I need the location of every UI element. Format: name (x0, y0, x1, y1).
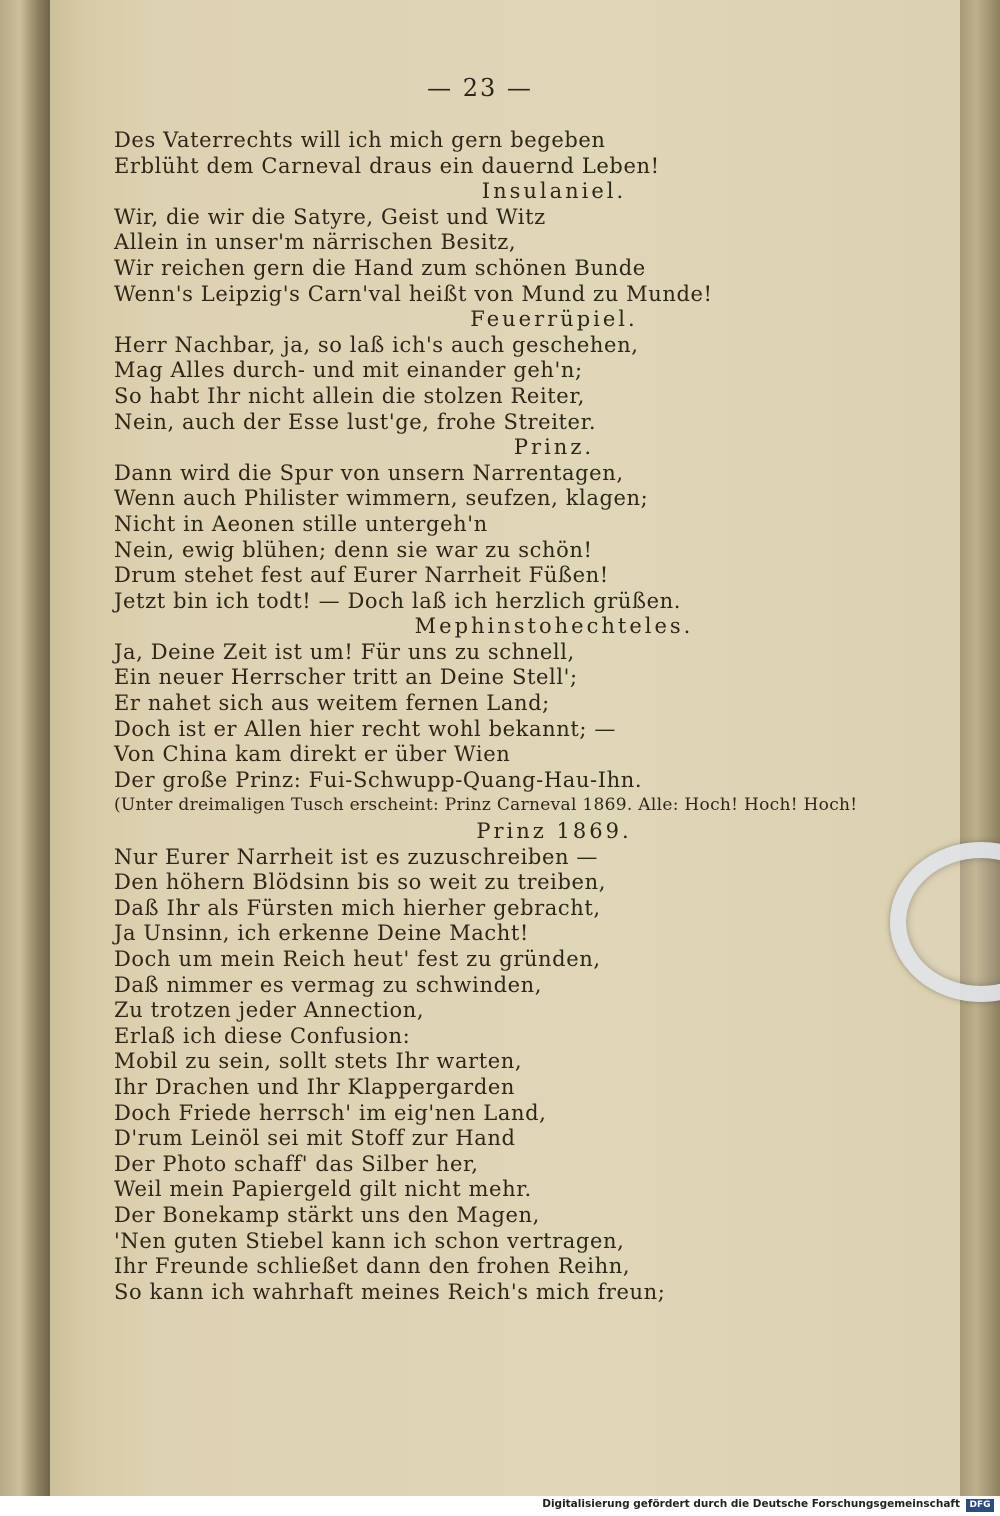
verse-line: Ja Unsinn, ich erkenne Deine Macht! (114, 921, 529, 946)
verse-line: Erlaß ich diese Confusion: (114, 1023, 411, 1048)
dfg-logo: DFG (966, 1499, 994, 1512)
verse-line: 'Nen guten Stiebel kann ich schon vertragen, (114, 1228, 625, 1253)
verse-line: Nein, ewig blühen; denn sie war zu schön! (114, 537, 593, 562)
verse-line: D'rum Leinöl sei mit Stoff zur Hand (114, 1126, 516, 1151)
speaker-heading: Mephinstohechteles. (414, 614, 694, 639)
verse-line: Ein neuer Herrscher tritt an Deine Stell'; (114, 665, 578, 690)
verse-line: Herr Nachbar, ja, so laß ich's auch geschehen, (114, 332, 639, 357)
right-page-edge (960, 0, 1000, 1496)
verse-line: Daß nimmer es vermag zu schwinden, (114, 972, 543, 997)
left-page-edge (0, 0, 50, 1496)
verse-line: Er nahet sich aus weitem fernen Land; (114, 691, 550, 716)
verse-line: So habt Ihr nicht allein die stolzen Reiter, (114, 383, 585, 408)
verse-line: Wenn auch Philister wimmern, seufzen, klagen; (114, 486, 649, 511)
verse-line: Allein in unser'm närrischen Besitz, (114, 230, 517, 255)
verse-line: Wir reichen gern die Hand zum schönen Bunde (114, 255, 646, 280)
verse-line: Nur Eurer Narrheit ist es zuzuschreiben — (114, 844, 598, 869)
verse-line: Wir, die wir die Satyre, Geist und Witz (114, 204, 546, 229)
verse-line: Jetzt bin ich todt! — Doch laß ich herzlich grüßen. (114, 588, 682, 613)
verse-line: Ihr Freunde schließet dann den frohen Reihn, (114, 1254, 631, 1279)
verse-line: Drum stehet fest auf Eurer Narrheit Füßen! (114, 563, 609, 588)
footer-bar (0, 1496, 1000, 1516)
page-number: — 23 — (427, 74, 533, 102)
verse-line: Daß Ihr als Fürsten mich hierher gebracht, (114, 895, 601, 920)
speaker-heading: Feuerrüpiel. (470, 307, 638, 332)
page-text (114, 128, 874, 1305)
verse-line: Doch ist er Allen hier recht wohl bekannt; — (114, 716, 616, 741)
verse-line: So kann ich wahrhaft meines Reich's mich freun; (114, 1279, 666, 1304)
speaker-heading: Prinz. (513, 435, 595, 460)
verse-line: Der Bonekamp stärkt uns den Magen, (114, 1202, 540, 1227)
speaker-heading: Insulaniel. (481, 179, 627, 204)
verse-line: Dann wird die Spur von unsern Narrentagen, (114, 460, 624, 485)
stage-direction: (Unter dreimaligen Tusch erscheint: Prinz Carneval 1869. Alle: Hoch! Hoch! Hoch! (114, 795, 858, 816)
verse-line: Mobil zu sein, sollt stets Ihr warten, (114, 1049, 523, 1074)
verse-line: Der große Prinz: Fui-Schwupp-Quang-Hau-Ihn. (114, 767, 643, 792)
verse-line: Des Vaterrechts will ich mich gern begeben (114, 128, 606, 152)
verse-line: Ihr Drachen und Ihr Klappergarden (114, 1074, 516, 1099)
verse-line: Von China kam direkt er über Wien (114, 742, 511, 767)
verse-line: Weil mein Papiergeld gilt nicht mehr. (114, 1177, 532, 1202)
speaker-heading: Prinz 1869. (476, 819, 632, 844)
verse-line: Mag Alles durch- und mit einander geh'n; (114, 358, 583, 383)
verse-line: Nicht in Aeonen stille untergeh'n (114, 511, 488, 536)
verse-line: Doch um mein Reich heut' fest zu gründen, (114, 947, 601, 971)
verse-line: Doch Friede herrsch' im eig'nen Land, (114, 1100, 547, 1125)
funding-credit: Digitalisierung gefördert durch die Deutsche Forschungsgemeinschaft (542, 1498, 960, 1510)
verse-line: Den höhern Blödsinn bis so weit zu treiben, (114, 870, 606, 895)
verse-line: Nein, auch der Esse lust'ge, frohe Streiter. (114, 409, 597, 434)
verse-line: Ja, Deine Zeit ist um! Für uns zu schnell, (114, 639, 575, 664)
verse-line: Wenn's Leipzig's Carn'val heißt von Mund zu Munde! (114, 281, 713, 306)
verse-line: Zu trotzen jeder Annection, (114, 998, 425, 1023)
verse-line: Erblüht dem Carneval draus ein dauernd Leben! (114, 153, 660, 178)
verse-line: Der Photo schaff' das Silber her, (114, 1151, 479, 1176)
